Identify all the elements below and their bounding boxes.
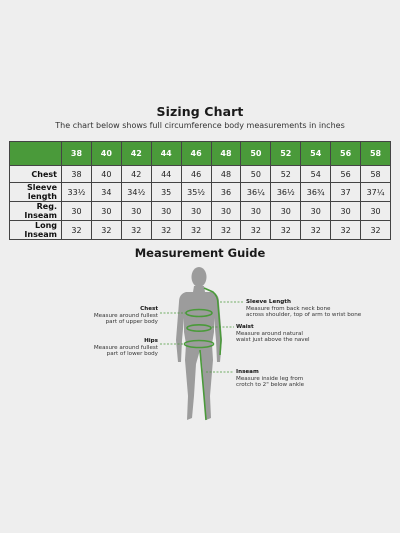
table-cell: 54 [301,166,331,183]
chest-desc-1: Measure around fullest [93,312,158,319]
table-cell: 37¼ [361,183,391,202]
table-cell: 36¾ [301,183,331,202]
chest-desc-2: part of upper body [105,319,158,325]
table-cell: 32 [62,221,92,240]
table-cell: 32 [181,221,211,240]
human-silhouette [176,267,222,420]
row-label: Sleeve length [10,183,62,202]
size-table-body [10,166,391,240]
table-cell: 32 [301,221,331,240]
table-cell: 32 [271,221,301,240]
row-label: Reg. Inseam [10,202,62,221]
table-cell: 52 [271,166,301,183]
figure-head [192,267,207,287]
hips-desc-2: part of lower body [106,351,158,357]
table-cell: 30 [271,202,301,221]
inseam-desc-2: crotch to 2" below ankle [236,382,305,388]
table-cell: 30 [301,202,331,221]
table-cell: 32 [151,221,181,240]
table-cell: 32 [241,221,271,240]
table-cell: 35½ [181,183,211,202]
table-cell: 32 [211,221,241,240]
size-header-cell: 58 [361,142,391,166]
chest-annotation [70,306,158,326]
inseam-desc-1: Measure inside leg from [236,375,304,382]
table-cell: 30 [241,202,271,221]
sleeve-label: Sleeve Length [246,299,291,305]
table-row [10,202,391,221]
hips-desc-1: Measure around fullest [93,344,158,351]
row-label: Long Inseam [10,221,62,240]
table-cell: 42 [121,166,151,183]
size-header-cell: 44 [151,142,181,166]
table-cell: 40 [91,166,121,183]
waist-desc-1: Measure around natural [236,330,303,337]
table-cell: 46 [181,166,211,183]
hips-label: Hips [144,338,158,344]
table-cell: 30 [121,202,151,221]
table-cell: 30 [361,202,391,221]
size-header-cell: 56 [331,142,361,166]
size-header-cell: 54 [301,142,331,166]
table-cell: 38 [62,166,92,183]
size-header-cell: 52 [271,142,301,166]
table-corner-cell [10,142,62,166]
table-cell: 30 [62,202,92,221]
inseam-annotation [236,369,356,389]
table-row [10,183,391,202]
table-cell: 34 [91,183,121,202]
table-cell: 32 [331,221,361,240]
sleeve-desc-1: Measure from back neck bone [246,305,331,312]
table-row [10,221,391,240]
table-cell: 34½ [121,183,151,202]
table-cell: 58 [361,166,391,183]
sleeve-annotation [246,299,386,319]
table-cell: 36 [211,183,241,202]
figure-neck [193,286,205,292]
table-cell: 33½ [62,183,92,202]
table-cell: 44 [151,166,181,183]
sleeve-desc-2: across shoulder, top of arm to wrist bone [246,312,362,318]
guide-title: Measurement Guide [134,246,266,260]
table-cell: 30 [181,202,211,221]
hips-annotation [70,338,158,358]
table-cell: 30 [331,202,361,221]
size-header-cell: 40 [91,142,121,166]
table-cell: 36¼ [241,183,271,202]
table-cell: 37 [331,183,361,202]
size-header-cell: 50 [241,142,271,166]
figure-body [176,292,222,420]
table-cell: 48 [211,166,241,183]
size-table [9,141,391,240]
table-cell: 32 [121,221,151,240]
table-cell: 30 [151,202,181,221]
table-cell: 36½ [271,183,301,202]
table-cell: 56 [331,166,361,183]
size-header-row [10,142,391,166]
size-header-cell: 46 [181,142,211,166]
table-cell: 35 [151,183,181,202]
chest-label: Chest [140,306,158,312]
table-row [10,166,391,183]
table-cell: 30 [91,202,121,221]
waist-annotation [236,324,356,344]
size-header-cell: 38 [62,142,92,166]
inseam-label: Inseam [236,369,259,375]
page-title: Sizing Chart [156,104,244,119]
table-cell: 32 [91,221,121,240]
page-subtitle: The chart below shows full circumference body measurements in inches [55,121,345,130]
waist-desc-2: waist just above the navel [236,337,310,343]
size-header-cell: 42 [121,142,151,166]
waist-label: Waist [236,324,254,330]
row-label: Chest [10,166,62,183]
size-header-cell: 48 [211,142,241,166]
table-cell: 30 [211,202,241,221]
table-cell: 50 [241,166,271,183]
table-cell: 32 [361,221,391,240]
